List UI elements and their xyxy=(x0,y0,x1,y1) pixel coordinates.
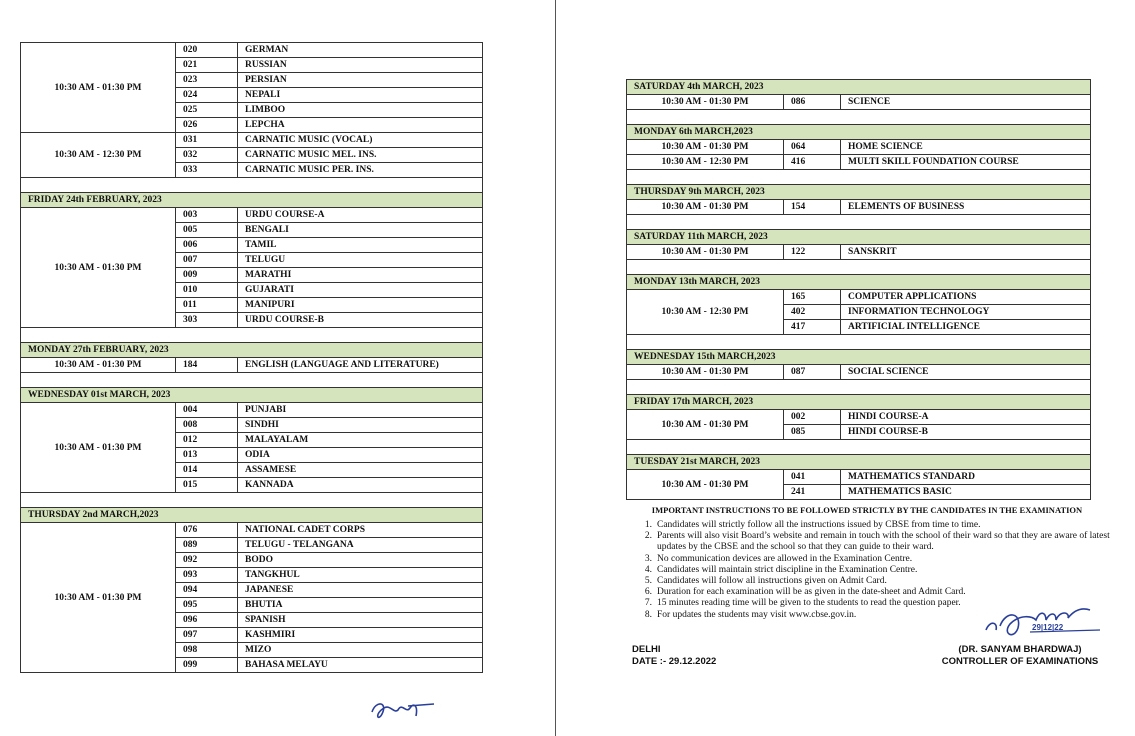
subject-name: HOME SCIENCE xyxy=(841,140,1091,155)
subject-name: GUJARATI xyxy=(238,283,483,298)
date-header-row xyxy=(21,388,483,403)
subject-name: BODO xyxy=(238,553,483,568)
date-header-row xyxy=(627,395,1091,410)
footer-signatory xyxy=(900,644,1135,668)
subject-name: LIMBOO xyxy=(238,103,483,118)
spacer-cell xyxy=(627,440,1091,455)
subject-name: JAPANESE xyxy=(238,583,483,598)
subject-name: ELEMENTS OF BUSINESS xyxy=(841,200,1091,215)
subject-row xyxy=(21,523,483,538)
subject-row xyxy=(627,245,1091,260)
instruction-text: Duration for each examination will be as given in the date-sheet and Admit Card. xyxy=(657,587,966,598)
spacer-row xyxy=(21,328,483,343)
subject-code: 093 xyxy=(176,568,238,583)
subject-code: 402 xyxy=(784,305,841,320)
time-slot: 10:30 AM - 01:30 PM xyxy=(21,43,176,133)
date-header-row xyxy=(627,230,1091,245)
subject-code: 020 xyxy=(176,43,238,58)
date-header-row xyxy=(627,185,1091,200)
subject-code: 002 xyxy=(784,410,841,425)
subject-code: 012 xyxy=(176,433,238,448)
date-header: THURSDAY 2nd MARCH,2023 xyxy=(21,508,483,523)
subject-name: RUSSIAN xyxy=(238,58,483,73)
instruction-number: 6. xyxy=(644,587,652,598)
subject-row xyxy=(627,95,1091,110)
instruction-item xyxy=(632,576,1127,587)
subject-code: 013 xyxy=(176,448,238,463)
subject-code: 092 xyxy=(176,553,238,568)
time-slot: 10:30 AM - 12:30 PM xyxy=(627,155,784,170)
subject-code: 026 xyxy=(176,118,238,133)
time-slot: 10:30 AM - 01:30 PM xyxy=(627,365,784,380)
subject-name: MANIPURI xyxy=(238,298,483,313)
spacer-cell xyxy=(627,260,1091,275)
time-slot: 10:30 AM - 12:30 PM xyxy=(627,290,784,335)
spacer-row xyxy=(21,493,483,508)
spacer-cell xyxy=(627,335,1091,350)
right-schedule-table xyxy=(626,79,1091,500)
subject-code: 014 xyxy=(176,463,238,478)
instruction-number: 4. xyxy=(644,564,652,575)
signature-right xyxy=(980,600,1110,642)
instruction-text: For updates the students may visit www.cbse.gov.in. xyxy=(657,609,857,620)
left-schedule-table xyxy=(20,42,483,673)
subject-row xyxy=(627,290,1091,305)
date-header-row xyxy=(627,125,1091,140)
date-header-row xyxy=(627,455,1091,470)
instruction-number: 2. xyxy=(644,531,652,542)
subject-code: 416 xyxy=(784,155,841,170)
instructions-title: IMPORTANT INSTRUCTIONS TO BE FOLLOWED STRICTLY BY THE CANDIDATES IN THE EXAMINATION xyxy=(651,505,1083,515)
subject-name: CARNATIC MUSIC (VOCAL) xyxy=(238,133,483,148)
subject-name: GERMAN xyxy=(238,43,483,58)
subject-code: 024 xyxy=(176,88,238,103)
subject-code: 184 xyxy=(176,358,238,373)
subject-name: MATHEMATICS STANDARD xyxy=(841,470,1091,485)
subject-row xyxy=(21,133,483,148)
instruction-number: 5. xyxy=(644,576,652,587)
time-slot: 10:30 AM - 01:30 PM xyxy=(627,410,784,440)
date-header: MONDAY 13th MARCH, 2023 xyxy=(627,275,1091,290)
instruction-text: Candidates will follow all instructions given on Admit Card. xyxy=(657,576,887,587)
footer-date: DATE :- 29.12.2022 xyxy=(632,656,717,667)
date-header: THURSDAY 9th MARCH, 2023 xyxy=(627,185,1091,200)
subject-code: 025 xyxy=(176,103,238,118)
time-slot: 10:30 AM - 01:30 PM xyxy=(627,245,784,260)
spacer-row xyxy=(627,335,1091,350)
subject-name: MARATHI xyxy=(238,268,483,283)
instruction-text: Candidates will maintain strict discipline in the Examination Centre. xyxy=(657,564,918,575)
subject-code: 041 xyxy=(784,470,841,485)
subject-code: 089 xyxy=(176,538,238,553)
subject-name: TELUGU - TELANGANA xyxy=(238,538,483,553)
subject-name: URDU COURSE-A xyxy=(238,208,483,223)
subject-name: URDU COURSE-B xyxy=(238,313,483,328)
spacer-cell xyxy=(627,110,1091,125)
date-header-row xyxy=(627,350,1091,365)
subject-code: 064 xyxy=(784,140,841,155)
subject-code: 009 xyxy=(176,268,238,283)
subject-code: 095 xyxy=(176,598,238,613)
spacer-cell xyxy=(21,178,483,193)
spacer-row xyxy=(627,215,1091,230)
subject-name: PUNJABI xyxy=(238,403,483,418)
subject-code: 417 xyxy=(784,320,841,335)
subject-name: PERSIAN xyxy=(238,73,483,88)
subject-row xyxy=(21,358,483,373)
date-header-row xyxy=(21,508,483,523)
subject-row xyxy=(627,470,1091,485)
subject-code: 085 xyxy=(784,425,841,440)
spacer-cell xyxy=(21,373,483,388)
subject-name: INFORMATION TECHNOLOGY xyxy=(841,305,1091,320)
time-slot: 10:30 AM - 01:30 PM xyxy=(21,403,176,493)
time-slot: 10:30 AM - 01:30 PM xyxy=(21,208,176,328)
subject-code: 008 xyxy=(176,418,238,433)
signature-date: 29|12|22 xyxy=(1032,623,1064,632)
date-header: MONDAY 27th FEBRUARY, 2023 xyxy=(21,343,483,358)
subject-code: 154 xyxy=(784,200,841,215)
subject-row xyxy=(627,410,1091,425)
subject-name: LEPCHA xyxy=(238,118,483,133)
subject-name: ARTIFICIAL INTELLIGENCE xyxy=(841,320,1091,335)
subject-name: SCIENCE xyxy=(841,95,1091,110)
subject-row xyxy=(21,43,483,58)
subject-name: NEPALI xyxy=(238,88,483,103)
instruction-number: 8. xyxy=(644,609,652,620)
subject-name: SINDHI xyxy=(238,418,483,433)
instruction-item xyxy=(632,531,1127,553)
spacer-cell xyxy=(627,170,1091,185)
subject-code: 032 xyxy=(176,148,238,163)
subject-code: 165 xyxy=(784,290,841,305)
subject-row xyxy=(627,140,1091,155)
subject-row xyxy=(627,365,1091,380)
subject-name: MULTI SKILL FOUNDATION COURSE xyxy=(841,155,1091,170)
subject-code: 021 xyxy=(176,58,238,73)
date-header-row xyxy=(627,275,1091,290)
instruction-text: Parents will also visit Board’s website and remain in touch with the school of their ward so that they are aware of latest updates by the CBSE and the school so that they can guide to their ward. xyxy=(657,531,1110,553)
subject-code: 303 xyxy=(176,313,238,328)
subject-code: 031 xyxy=(176,133,238,148)
subject-name: MIZO xyxy=(238,643,483,658)
spacer-cell xyxy=(21,493,483,508)
subject-code: 087 xyxy=(784,365,841,380)
instruction-item xyxy=(632,587,1127,598)
subject-code: 007 xyxy=(176,253,238,268)
subject-code: 033 xyxy=(176,163,238,178)
time-slot: 10:30 AM - 12:30 PM xyxy=(21,133,176,178)
spacer-row xyxy=(627,380,1091,395)
spacer-row xyxy=(627,110,1091,125)
subject-name: ASSAMESE xyxy=(238,463,483,478)
instruction-number: 3. xyxy=(644,553,652,564)
subject-code: 122 xyxy=(784,245,841,260)
subject-name: COMPUTER APPLICATIONS xyxy=(841,290,1091,305)
subject-row xyxy=(21,208,483,223)
spacer-cell xyxy=(627,215,1091,230)
subject-code: 006 xyxy=(176,238,238,253)
spacer-row xyxy=(627,440,1091,455)
subject-name: SOCIAL SCIENCE xyxy=(841,365,1091,380)
time-slot: 10:30 AM - 01:30 PM xyxy=(627,95,784,110)
subject-name: TANGKHUL xyxy=(238,568,483,583)
date-header-row xyxy=(21,193,483,208)
subject-name: TELUGU xyxy=(238,253,483,268)
instruction-text: 15 minutes reading time will be given to the students to read the question paper. xyxy=(657,598,961,609)
date-header: TUESDAY 21st MARCH, 2023 xyxy=(627,455,1091,470)
subject-name: MALAYALAM xyxy=(238,433,483,448)
subject-name: CARNATIC MUSIC PER. INS. xyxy=(238,163,483,178)
subject-code: 023 xyxy=(176,73,238,88)
subject-code: 097 xyxy=(176,628,238,643)
date-header: SATURDAY 4th MARCH, 2023 xyxy=(627,80,1091,95)
subject-row xyxy=(21,403,483,418)
subject-name: MATHEMATICS BASIC xyxy=(841,485,1091,500)
spacer-cell xyxy=(627,380,1091,395)
date-header-row xyxy=(21,343,483,358)
subject-name: SANSKRIT xyxy=(841,245,1091,260)
instruction-item xyxy=(632,520,1127,531)
instruction-item xyxy=(632,565,1127,576)
subject-code: 003 xyxy=(176,208,238,223)
signatory-designation: CONTROLLER OF EXAMINATIONS xyxy=(941,656,1099,667)
time-slot: 10:30 AM - 01:30 PM xyxy=(21,358,176,373)
subject-code: 076 xyxy=(176,523,238,538)
spacer-row xyxy=(627,260,1091,275)
subject-code: 015 xyxy=(176,478,238,493)
subject-name: CARNATIC MUSIC MEL. INS. xyxy=(238,148,483,163)
instruction-number: 7. xyxy=(644,598,652,609)
time-slot: 10:30 AM - 01:30 PM xyxy=(627,200,784,215)
date-header: FRIDAY 24th FEBRUARY, 2023 xyxy=(21,193,483,208)
instruction-text: No communication devices are allowed in the Examination Centre. xyxy=(657,553,913,564)
subject-code: 099 xyxy=(176,658,238,673)
subject-code: 094 xyxy=(176,583,238,598)
date-header: WEDNESDAY 01st MARCH, 2023 xyxy=(21,388,483,403)
subject-name: HINDI COURSE-B xyxy=(841,425,1091,440)
subject-name: BHUTIA xyxy=(238,598,483,613)
subject-code: 096 xyxy=(176,613,238,628)
signature-left xyxy=(368,692,438,726)
instruction-item xyxy=(632,554,1127,565)
date-header: FRIDAY 17th MARCH, 2023 xyxy=(627,395,1091,410)
footer-place-date xyxy=(632,644,716,668)
subject-name: TAMIL xyxy=(238,238,483,253)
spacer-row xyxy=(21,373,483,388)
subject-name: KASHMIRI xyxy=(238,628,483,643)
subject-name: SPANISH xyxy=(238,613,483,628)
date-header: MONDAY 6th MARCH,2023 xyxy=(627,125,1091,140)
instruction-number: 1. xyxy=(644,520,652,530)
subject-name: KANNADA xyxy=(238,478,483,493)
subject-code: 098 xyxy=(176,643,238,658)
subject-name: NATIONAL CADET CORPS xyxy=(238,523,483,538)
time-slot: 10:30 AM - 01:30 PM xyxy=(627,140,784,155)
signatory-name: (DR. SANYAM BHARDWAJ) xyxy=(958,644,1082,655)
subject-code: 086 xyxy=(784,95,841,110)
subject-code: 005 xyxy=(176,223,238,238)
date-header: SATURDAY 11th MARCH, 2023 xyxy=(627,230,1091,245)
subject-name: BENGALI xyxy=(238,223,483,238)
spacer-row xyxy=(21,178,483,193)
subject-name: ENGLISH (LANGUAGE AND LITERATURE) xyxy=(238,358,483,373)
subject-code: 011 xyxy=(176,298,238,313)
page-divider xyxy=(555,0,556,736)
instruction-text: Candidates will strictly follow all the instructions issued by CBSE from time to time. xyxy=(657,520,981,530)
subject-code: 004 xyxy=(176,403,238,418)
time-slot: 10:30 AM - 01:30 PM xyxy=(21,523,176,673)
subject-row xyxy=(627,200,1091,215)
subject-name: BAHASA MELAYU xyxy=(238,658,483,673)
subject-code: 010 xyxy=(176,283,238,298)
spacer-row xyxy=(627,170,1091,185)
subject-name: ODIA xyxy=(238,448,483,463)
spacer-cell xyxy=(21,328,483,343)
subject-name: HINDI COURSE-A xyxy=(841,410,1091,425)
subject-row xyxy=(627,155,1091,170)
date-header-row xyxy=(627,80,1091,95)
time-slot: 10:30 AM - 01:30 PM xyxy=(627,470,784,500)
footer-place: DELHI xyxy=(632,644,661,655)
date-header: WEDNESDAY 15th MARCH,2023 xyxy=(627,350,1091,365)
subject-code: 241 xyxy=(784,485,841,500)
